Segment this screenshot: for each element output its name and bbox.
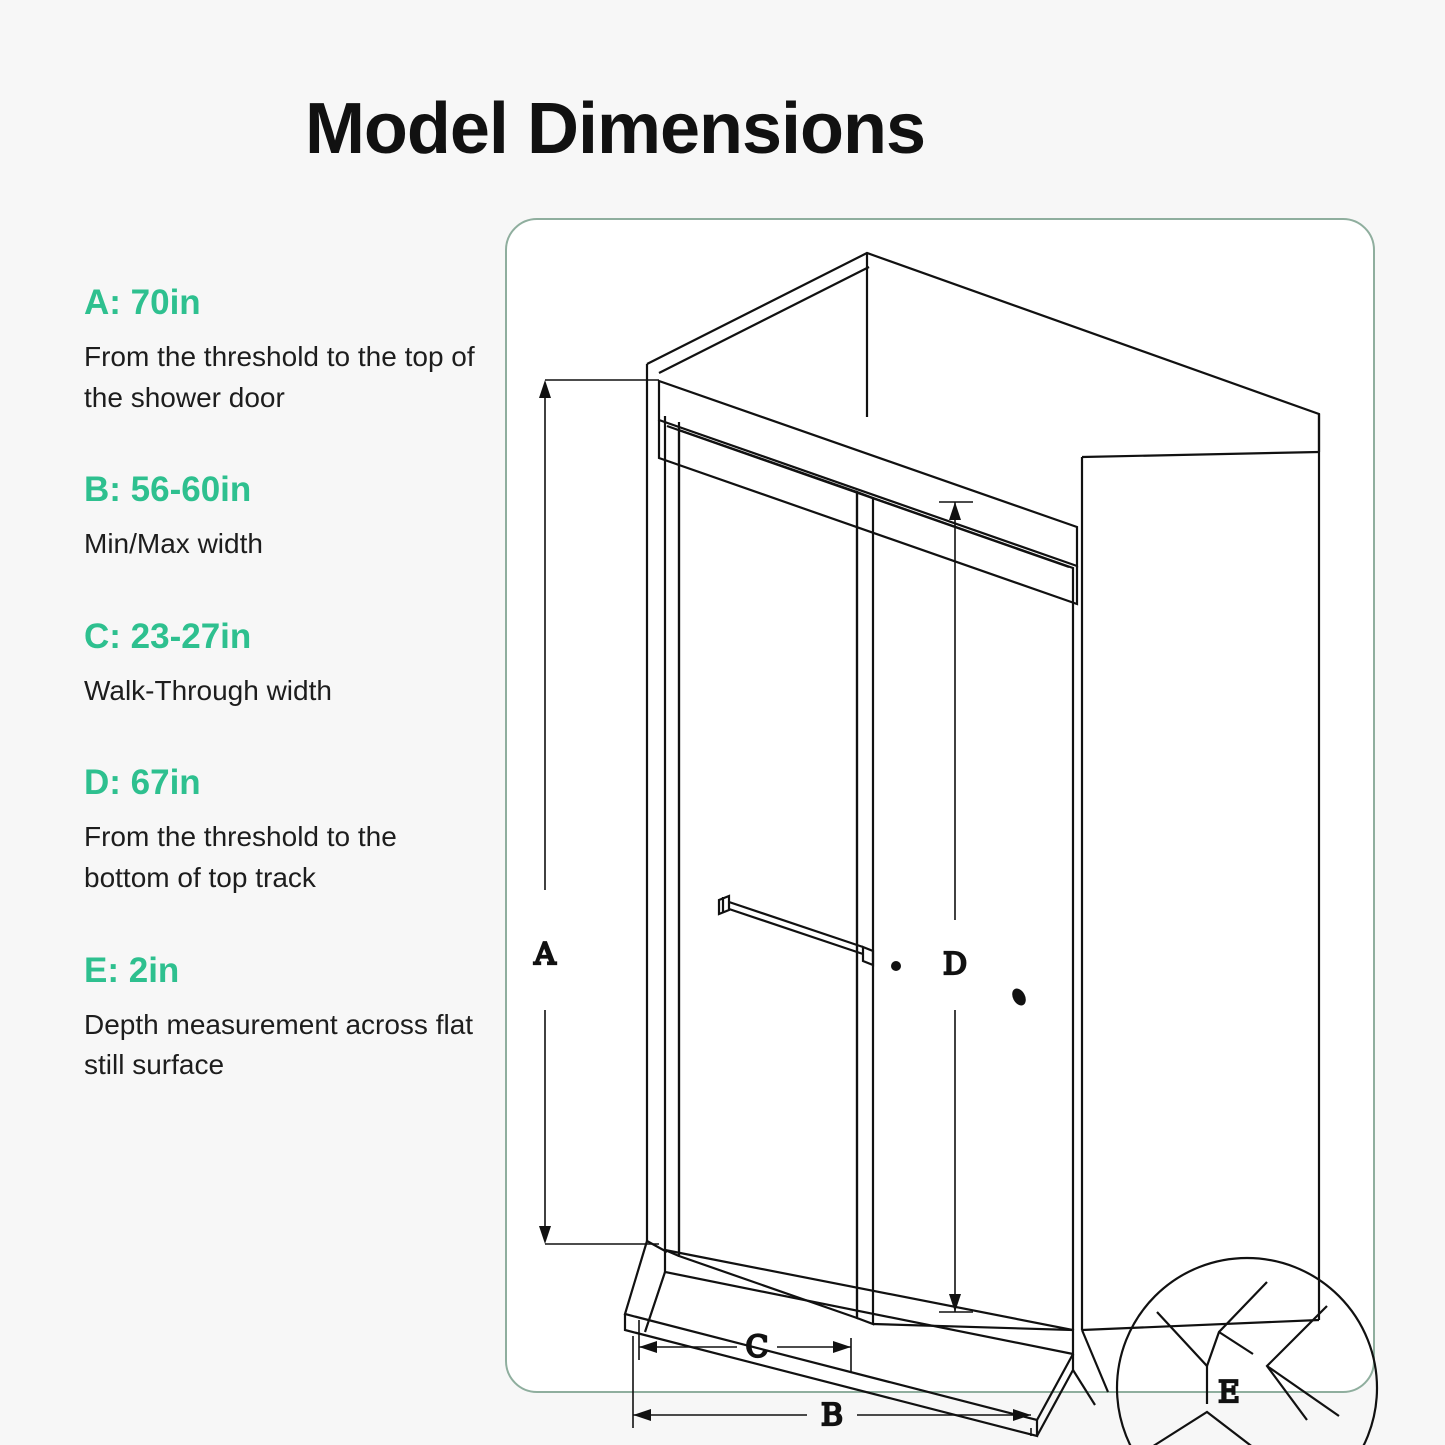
legend-key-d: D: 67in	[84, 763, 201, 803]
legend-desc-a: From the threshold to the top of the shower door	[84, 341, 475, 413]
legend-desc-c: Walk-Through width	[84, 674, 332, 706]
dimension-legend	[84, 283, 504, 1138]
legend-item-e	[84, 951, 504, 1086]
dimension-a	[539, 380, 659, 1244]
center-mullion	[857, 492, 873, 1324]
legend-desc-b: Min/Max width	[84, 528, 263, 560]
dimension-d	[939, 502, 973, 1312]
dimension-label-b: B	[820, 1398, 844, 1433]
detail-callout-e	[1117, 1258, 1377, 1445]
door-handle	[719, 896, 873, 965]
glass-panel-front	[679, 430, 857, 1318]
legend-key-e: E: 2in	[84, 950, 180, 990]
legend-item-d	[84, 763, 504, 898]
legend-item-b	[84, 470, 504, 565]
enclosure-walls	[647, 253, 1319, 1330]
shower-door-diagram-card	[505, 218, 1375, 1433]
legend-key-a: A: 70in	[84, 283, 201, 322]
legend-desc-e: Depth measurement across flat still surface	[84, 1008, 474, 1081]
glass-panel-rear	[873, 498, 1073, 1330]
legend-item-a	[84, 283, 504, 418]
page-title: Model Dimensions	[304, 89, 926, 169]
legend-desc-d: From the threshold to the bottom of top track	[84, 821, 397, 893]
bottom-threshold	[625, 1241, 1073, 1436]
shower-door-technical-drawing	[507, 220, 1373, 1433]
left-jamb	[665, 416, 679, 1256]
legend-key-c: C: 23-27in	[84, 616, 252, 656]
dimension-label-d: D	[942, 947, 968, 982]
threshold-right-return	[1073, 1330, 1108, 1405]
legend-item-c	[84, 617, 504, 712]
dimension-label-e: E	[1218, 1375, 1240, 1410]
legend-key-b: B: 56-60in	[84, 470, 252, 510]
dimension-label-a: A	[534, 937, 556, 972]
dimension-label-c: C	[745, 1330, 769, 1365]
